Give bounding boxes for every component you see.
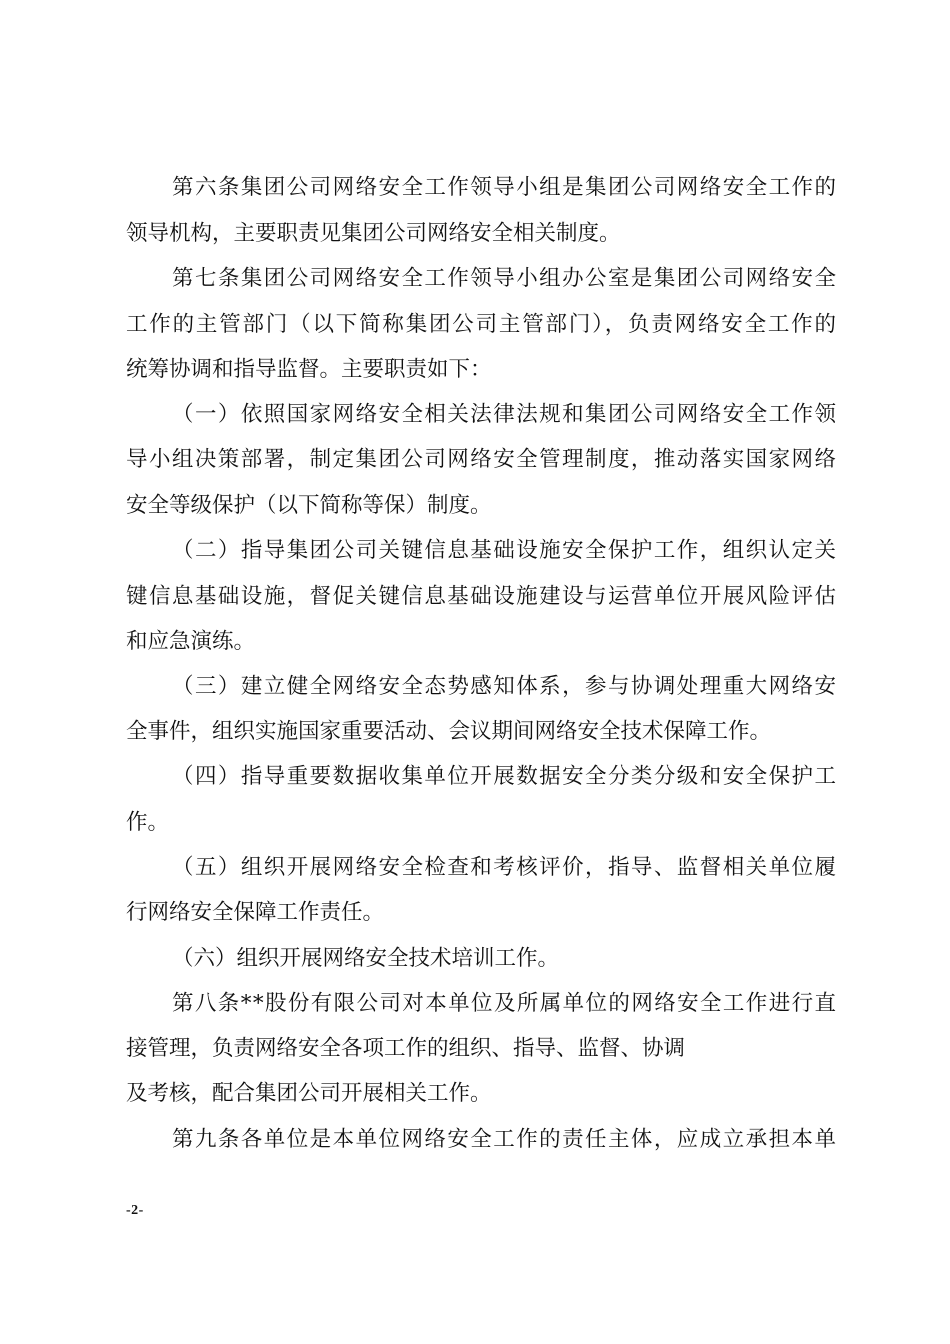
text-line: 接管理，负责网络安全各项工作的组织、指导、监督、协调	[126, 1036, 686, 1061]
page-number: -2-	[126, 1203, 144, 1218]
text-line: （四）指导重要数据收集单位开展数据安全分类分级和安全保护工	[172, 764, 838, 789]
text-line: 工作的主管部门（以下简称集团公司主管部门），负责网络安全工作的	[126, 312, 838, 337]
text-line: （二）指导集团公司关键信息基础设施安全保护工作，组织认定关	[172, 538, 838, 563]
text-line: 第七条集团公司网络安全工作领导小组办公室是集团公司网络安全	[172, 266, 838, 291]
text-line: 行网络安全保障工作责任。	[126, 900, 385, 925]
text-line: （五）组织开展网络安全检查和考核评价，指导、监督相关单位履	[172, 855, 838, 880]
text-line: 第八条**股份有限公司对本单位及所属单位的网络安全工作进行直	[172, 991, 838, 1016]
text-line: 作。	[126, 810, 170, 835]
text-line: 领导机构，主要职责见集团公司网络安全相关制度。	[126, 221, 621, 246]
text-line: （三）建立健全网络安全态势感知体系，参与协调处理重大网络安	[172, 674, 838, 699]
text-line: （六）组织开展网络安全技术培训工作。	[172, 946, 560, 971]
text-line: （一）依照国家网络安全相关法律法规和集团公司网络安全工作领	[172, 402, 838, 427]
text-line: 键信息基础设施，督促关键信息基础设施建设与运营单位开展风险评估	[126, 584, 838, 609]
text-line: 及考核，配合集团公司开展相关工作。	[126, 1081, 492, 1106]
text-line: 统筹协调和指导监督。主要职责如下：	[126, 357, 492, 382]
text-line: 安全等级保护（以下简称等保）制度。	[126, 493, 492, 518]
text-line: 第六条集团公司网络安全工作领导小组是集团公司网络安全工作的	[172, 175, 838, 200]
text-line: 全事件，组织实施国家重要活动、会议期间网络安全技术保障工作。	[126, 719, 772, 744]
text-line: 和应急演练。	[126, 629, 256, 654]
text-line: 导小组决策部署，制定集团公司网络安全管理制度，推动落实国家网络	[126, 447, 838, 472]
text-line: 第九条各单位是本单位网络安全工作的责任主体，应成立承担本单	[172, 1127, 838, 1152]
